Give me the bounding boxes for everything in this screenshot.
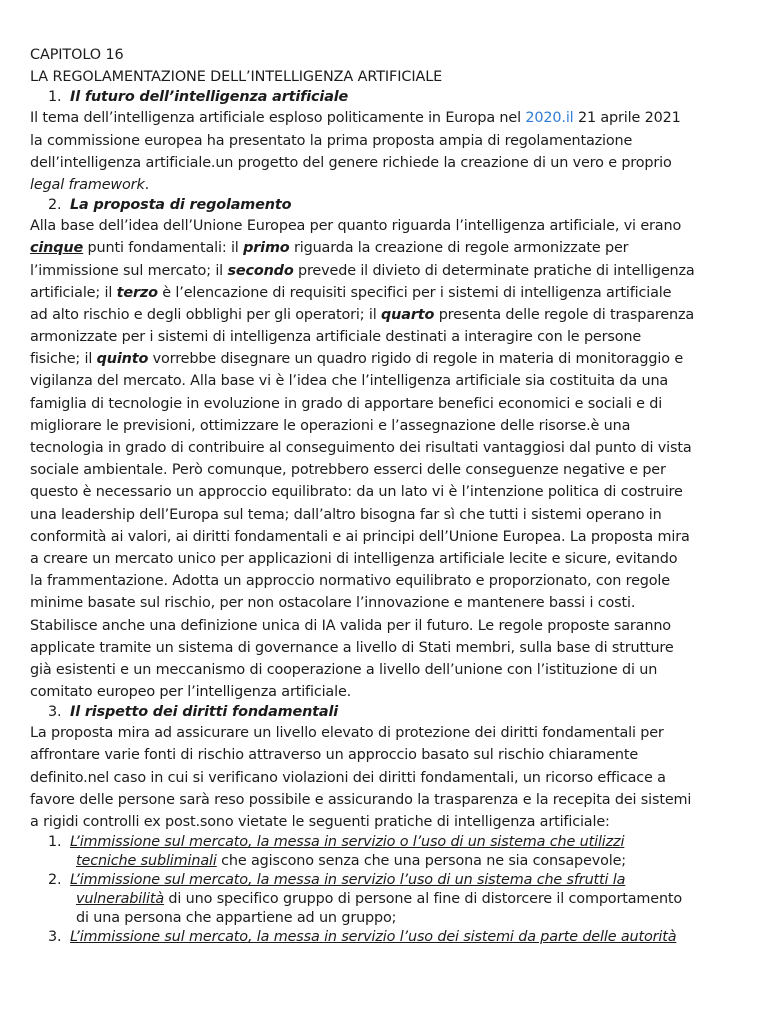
- paragraph-line: Stabilisce anche una definizione unica di IA valida per il futuro. Le regole proposte saranno: [30, 617, 671, 634]
- emphasis-quinto: quinto: [96, 351, 149, 368]
- section-title: Il rispetto dei diritti fondamentali: [70, 704, 339, 721]
- paragraph-line: sociale ambientale. Però comunque, potrebbero esserci delle conseguenze negative e per: [30, 462, 666, 479]
- section-title: Il futuro dell’intelligenza artificiale: [70, 89, 349, 106]
- legal-framework-term: legal framework: [30, 176, 145, 193]
- paragraph-line: la frammentazione. Adotta un approccio normativo equilibrato e proporzionato, con regole: [30, 573, 670, 590]
- paragraph-line: migliorare le previsioni, ottimizzare le operazioni e l’assegnazione delle risorse.è una: [30, 417, 631, 434]
- section-number: 3.: [48, 704, 62, 721]
- section-title: La proposta di regolamento: [70, 197, 292, 214]
- emphasis-cinque: cinque: [30, 240, 84, 257]
- paragraph-line: una leadership dell’Europa sul tema; dall’altro bisogna far sì che tutti i sistemi operano in: [30, 506, 662, 523]
- paragraph-line: Alla base dell’idea dell’Unione Europea per quanto riguarda l’intelligenza artificiale, vi erano: [30, 218, 682, 235]
- section-3-heading: [30, 703, 746, 722]
- paragraph-line: applicate tramite un sistema di governance a livello di Stati membri, sulla base di strutture: [30, 639, 674, 656]
- list-item: 2. L’immissione sul mercato, la messa in servizio l’uso di un sistema che sfrutti la: [48, 872, 626, 889]
- section-1-heading: [30, 88, 746, 107]
- section-number: 1.: [48, 89, 62, 106]
- paragraph-line: La proposta mira ad assicurare un livello elevato di protezione dei diritti fondamentali per: [30, 725, 664, 742]
- paragraph-line: conformità ai valori, ai diritti fondamentali e ai principi dell’Unione Europea. La proposta mira: [30, 528, 690, 545]
- paragraph-line: comitato europeo per l’intelligenza artificiale.: [30, 684, 352, 701]
- list-item: 1. L’immissione sul mercato, la messa in servizio o l’uso di un sistema che utilizzi: [48, 834, 625, 851]
- emphasis-quarto: quarto: [381, 306, 435, 323]
- paragraph-line: favore delle persone sarà reso possibile e assicurando la trasparenza e la recepita dei sistemi: [30, 791, 692, 808]
- paragraph-line: definito.nel caso in cui si verificano violazioni dei diritti fondamentali, un ricorso efficace a: [30, 769, 666, 786]
- paragraph-line: ad alto rischio e degli obblighi per gli operatori; il quarto presenta delle regole di trasparenza: [30, 306, 695, 323]
- chapter-label: CAPITOLO 16: [30, 47, 124, 63]
- paragraph-line: la commissione europea ha presentato la prima proposta ampia di regolamentazione: [30, 132, 633, 149]
- paragraph-line: questo è necessario un approccio equilibrato: da un lato vi è l’intenzione politica di costruire: [30, 484, 683, 501]
- paragraph-line: minime basate sul rischio, per non ostacolare l’innovazione e mantenere bassi i costi.: [30, 595, 636, 612]
- paragraph-line: cinque punti fondamentali: il primo riguarda la creazione di regole armonizzate per: [30, 240, 629, 257]
- paragraph-line: l’immissione sul mercato; il secondo prevede il divieto di determinate pratiche di intelligenza: [30, 262, 695, 279]
- section-number: 2.: [48, 197, 62, 214]
- year-link[interactable]: 2020.il: [525, 110, 574, 127]
- paragraph-line: dell’intelligenza artificiale.un progetto del genere richiede la creazione di un vero e proprio: [30, 154, 672, 171]
- paragraph-line: già esistenti e un meccanismo di cooperazione a livello dell’unione con l’istituzione di un: [30, 661, 658, 678]
- list-item: 3. L’immissione sul mercato, la messa in servizio l’uso dei sistemi da parte delle autorità: [48, 929, 677, 946]
- list-item-continuation: tecniche subliminali che agiscono senza che una persona ne sia consapevole;: [76, 853, 626, 870]
- paragraph-line: legal framework.: [30, 176, 150, 193]
- paragraph-line: armonizzate per i sistemi di intelligenza artificiale destinati a interagire con le persone: [30, 329, 642, 346]
- paragraph-line: a rigidi controlli ex post.sono vietate le seguenti pratiche di intelligenza artificiale:: [30, 814, 610, 830]
- paragraph-line: a creare un mercato unico per applicazioni di intelligenza artificiale lecite e sicure, evitando: [30, 550, 678, 567]
- paragraph-line: vigilanza del mercato. Alla base vi è l’idea che l’intelligenza artificiale sia costituita da una: [30, 373, 669, 390]
- emphasis-terzo: terzo: [116, 284, 158, 301]
- list-number: 3.: [48, 929, 62, 946]
- paragraph-line: artificiale; il terzo è l’elencazione di requisiti specifici per i sistemi di intelligenza artificiale: [30, 284, 672, 301]
- emphasis-secondo: secondo: [227, 262, 294, 279]
- paragraph-line: tecnologia in grado di contribuire al conseguimento dei risultati vantaggiosi dal punto di vista: [30, 440, 692, 456]
- chapter-title: LA REGOLAMENTAZIONE DELL’INTELLIGENZA ARTIFICIALE: [30, 69, 443, 86]
- paragraph-line: fisiche; il quinto vorrebbe disegnare un quadro rigido di regole in materia di monitoraggio e: [30, 351, 684, 368]
- document-body: [30, 44, 746, 947]
- paragraph-line: Il tema dell’intelligenza artificiale esploso politicamente in Europa nel 2020.il 21 aprile 2021: [30, 110, 681, 127]
- list-number: 1.: [48, 834, 62, 851]
- paragraph-line: affrontare varie fonti di rischio attraverso un approccio basato sul rischio chiaramente: [30, 747, 639, 764]
- paragraph-line: famiglia di tecnologie in evoluzione in grado di apportare benefici economici e sociali e di: [30, 395, 663, 412]
- list-item-continuation: di una persona che appartiene ad un gruppo;: [76, 910, 397, 927]
- list-item-continuation: vulnerabilità di uno specifico gruppo di persone al fine di distorcere il comportamento: [76, 891, 683, 908]
- section-2-heading: [30, 196, 746, 215]
- list-number: 2.: [48, 872, 62, 889]
- emphasis-primo: primo: [243, 240, 290, 257]
